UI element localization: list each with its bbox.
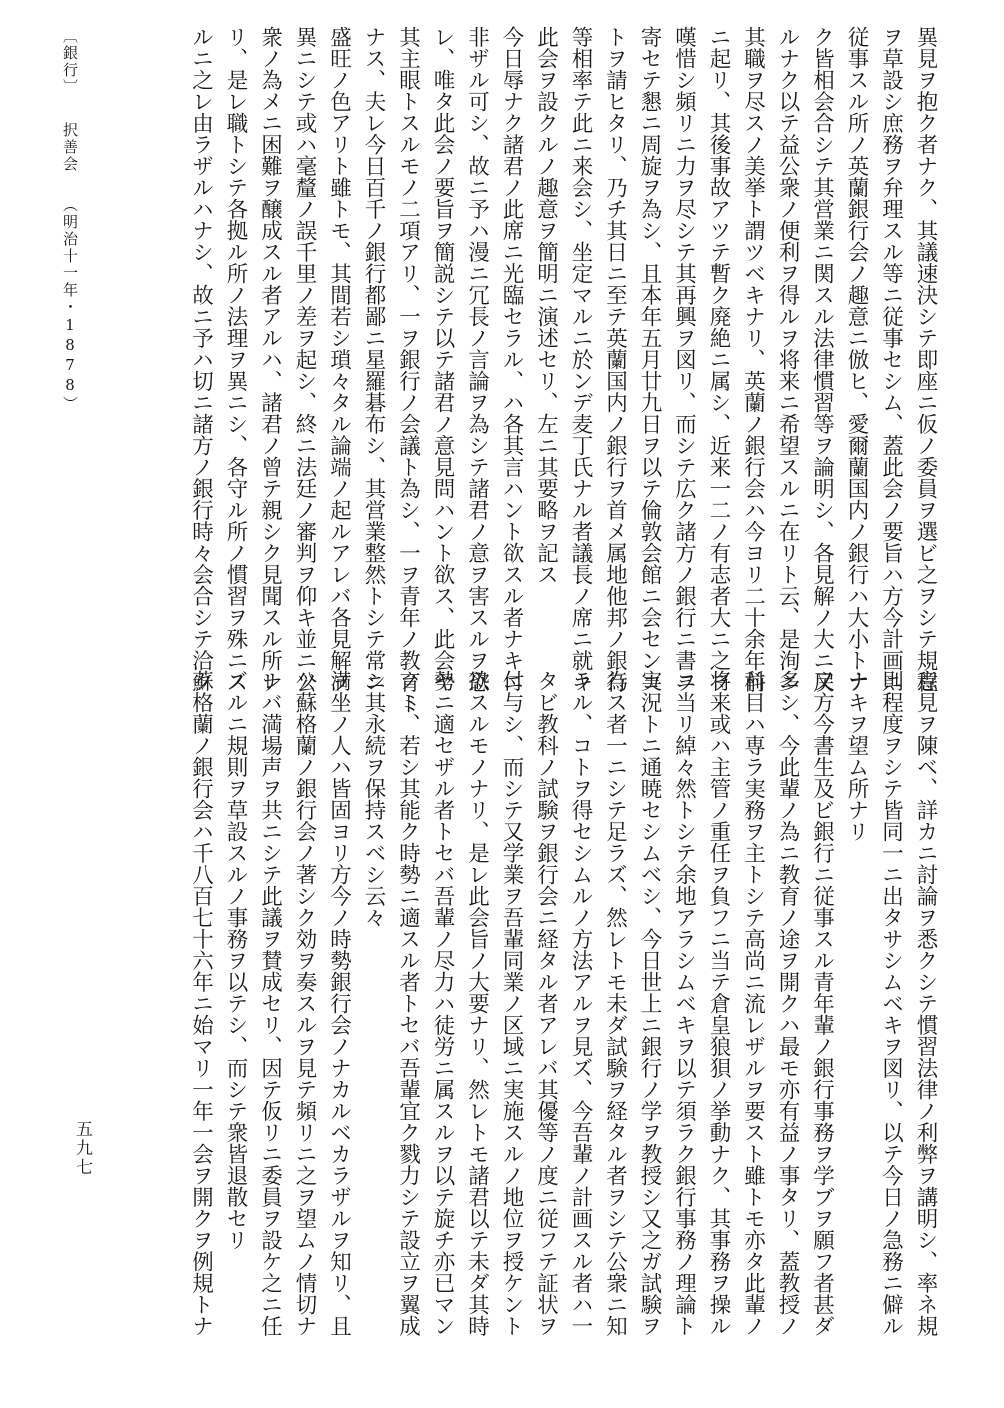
text-column: 満坐ノ人ハ皆固ヨリ方今ノ時勢銀行会ノナカルベカラザルヲ知リ、且 bbox=[326, 670, 352, 1337]
page-number: 五九七 bbox=[72, 1120, 92, 1177]
text-column: ナス、夫レ今日百千ノ銀行都鄙ニ星羅碁布シ、其営業整然トシテ常ニ bbox=[361, 26, 386, 693]
text-column: ズルニ規則ヲ草設スルノ事務ヲ以テシ、而シテ衆皆退散セリ bbox=[223, 670, 248, 1251]
text-column: 今日辱ナク諸君ノ此席ニ光臨セラル、ハ各其言ハント欲スル者ナキニ bbox=[499, 26, 524, 693]
text-column: 異ニシテ或ハ毫釐ノ誤千里ノ差ヲ起シ、終ニ法廷ノ審判ヲ仰キ並ニ公 bbox=[292, 26, 317, 693]
text-column: ルニ之レ由ラザルハナシ、故ニ予ハ切ニ諸方ノ銀行時々会合シテ洽ク bbox=[188, 26, 214, 693]
text-column: シ其永続ヲ保持スベシ云々 bbox=[361, 670, 386, 928]
text-column: 非ザル可シ、故ニ予ハ漫ニ冗長ノ言論ヲ為シテ諸君ノ意ヲ害スルヲ恐 bbox=[464, 26, 490, 693]
text-column: 科目ハ専ラ実務ヲ主トシテ高尚ニ流レザルヲ要スト雖トモ亦タ此輩ノ bbox=[740, 670, 766, 1337]
text-column: 意見ヲ陳ベ、詳カニ討論ヲ悉クシテ慣習法律ノ利弊ヲ講明シ、率ネ規 bbox=[913, 670, 938, 1337]
text-column: 為ス者一ニシテ足ラズ、然レトモ未ダ試験ヲ経タル者ヲシテ公衆ニ知 bbox=[602, 670, 628, 1337]
text-column: リ、是レ職トシテ各拠ル所ノ法理ヲ異ニシ、各守ル所ノ慣習ヲ殊ニス bbox=[223, 26, 248, 693]
text-column: 寄セテ懇ニ周旋ヲ為シ、且本年五月廿九日ヲ以テ倫敦会館ニ会センコ bbox=[637, 26, 662, 693]
text-column: ラル、コトヲ得セシムルノ方法アルヲ見ズ、今吾輩ノ計画スル者ハ一 bbox=[568, 670, 593, 1337]
text-column: 蘇格蘭ノ銀行会ハ千八百七十六年ニ始マリ一年一会ヲ開クヲ例規トナ bbox=[188, 670, 214, 1337]
text-column: ナキヲ望ム所ナリ bbox=[844, 670, 869, 842]
text-block-bottom bbox=[183, 670, 942, 1337]
text-column: 付与シ、而シテ又学業ヲ吾輩同業ノ区域ニ実施スルノ地位ヲ授ケント bbox=[499, 670, 524, 1337]
text-column: レバ満場声ヲ共ニシテ此議ヲ賛成セリ、因テ仮リニ委員ヲ設ケ之ニ任 bbox=[257, 670, 283, 1337]
text-column: ノミ、若シ其能ク時勢ニ適スル者トセバ吾輩宜ク戮力シテ設立ヲ翼成 bbox=[395, 670, 421, 1337]
text-column: 其職ヲ尽スノ美挙ト謂ツベキナリ、英蘭ノ銀行会ハ今ヨリ二十余年前 bbox=[740, 26, 766, 693]
text-column: 将来或ハ主管ノ重任ヲ負フニ当テ倉皇狼狽ノ挙動ナク、其事務ヲ操ル bbox=[706, 670, 731, 1337]
text-column: タビ教科ノ試験ヲ銀行会ニ経タル者アレバ其優等ノ度ニ従フテ証状ヲ bbox=[533, 670, 559, 1337]
text-column: トヲ請ヒタリ、乃チ其日ニ至テ英蘭国内ノ銀行ヲ首メ属地他邦ノ銀行 bbox=[602, 26, 628, 693]
header-era: （明治十一年・1878） bbox=[61, 197, 79, 413]
text-column: 異見ヲ抱ク者ナク、其議速決シテ即座ニ仮ノ委員ヲ選ビ之ヲシテ規程 bbox=[913, 26, 938, 693]
text-column: 衆ノ為メニ困難ヲ醸成スル者アルハ、諸君ノ曾テ親シク見聞スル所ナ bbox=[257, 26, 283, 693]
text-column: ルナク以テ益公衆ノ便利ヲ得ルヲ将来ニ希望スルニ在リト云、是洵ニ bbox=[775, 26, 800, 693]
text-column: 其主眼トスルモノ二項アリ、一ヲ銀行ノ会議ト為シ、一ヲ青年ノ教育ト bbox=[395, 26, 421, 714]
text-column: レ、唯タ此会ノ要旨ヲ簡説シテ以テ諸君ノ意見問ハント欲ス、此会ヤ bbox=[430, 26, 455, 693]
text-block-top bbox=[183, 26, 942, 714]
text-column: ヲ草設シ庶務ヲ弁理スル等ニ従事セシム、蓋此会ノ要旨ハ方今計画ニ bbox=[878, 26, 904, 693]
text-column: 勢ニ適セザル者トセバ吾輩ノ尽力ハ徒労ニ属スルヲ以テ旋チ亦已マン bbox=[430, 670, 455, 1337]
text-column: ツ蘇格蘭ノ銀行会ノ著シク効ヲ奏スルヲ見テ頻リニ之ヲ望ムノ情切ナ bbox=[292, 670, 317, 1337]
text-column: 従事スル所ノ英蘭銀行会ノ趣意ニ倣ヒ、愛爾蘭国内ノ銀行ハ大小トナ bbox=[844, 26, 869, 693]
text-column: 又方今書生及ビ銀行ニ従事スル青年輩ノ銀行事務ヲ学ブヲ願フ者甚ダ bbox=[809, 670, 835, 1337]
header-category: 〔銀行〕 bbox=[61, 28, 79, 96]
running-header bbox=[60, 28, 81, 413]
text-column: 嘆惜シ頻リニ力ヲ尽シテ其再興ヲ図リ、而シテ広ク諸方ノ銀行ニ書ヲ bbox=[671, 26, 697, 693]
text-column: 則程度ヲシテ皆同一ニ出タサシムベキヲ図リ、以テ今日ノ急務ニ僻ル bbox=[878, 670, 904, 1337]
header-society: 択善会 bbox=[61, 122, 79, 173]
text-column: 欲スルモノナリ、是レ此会旨ノ大要ナリ、然レトモ諸君以テ未ダ其時 bbox=[464, 670, 490, 1337]
text-column: 盛旺ノ色アリト雖トモ、其間若シ瑣々タル論端ノ起ルアレバ各見解ヲ bbox=[326, 26, 352, 693]
text-column: 多シ、今此輩ノ為ニ教育ノ途ヲ開クハ最モ亦有益ノ事タリ、蓋教授ノ bbox=[775, 670, 800, 1337]
text-column: 実況トニ通暁セシムベシ、今日世上ニ銀行ノ学ヲ教授シ又之ガ試験ヲ bbox=[637, 670, 662, 1337]
text-column: 此会ヲ設クルノ趣意ヲ簡明ニ演述セリ、左ニ其要略ヲ記ス bbox=[533, 26, 559, 585]
text-column: 等相率テ此ニ来会シ、坐定マルニ於ンデ麦丁氏ナル者議長ノ席ニ就キ bbox=[568, 26, 593, 693]
text-column: ク皆相会合シテ其営業ニ関スル法律慣習等ヲ論明シ、各見解ノ大ニ戻 bbox=[809, 26, 835, 693]
text-column: ニ当リ綽々然トシテ余地アラシムベキヲ以テ須ラク銀行事務ノ理論ト bbox=[671, 670, 697, 1337]
text-column: ニ起リ、其後事故アツテ暫ク廃絶ニ属シ、近来一二ノ有志者大ニ之ヲ bbox=[706, 26, 731, 693]
